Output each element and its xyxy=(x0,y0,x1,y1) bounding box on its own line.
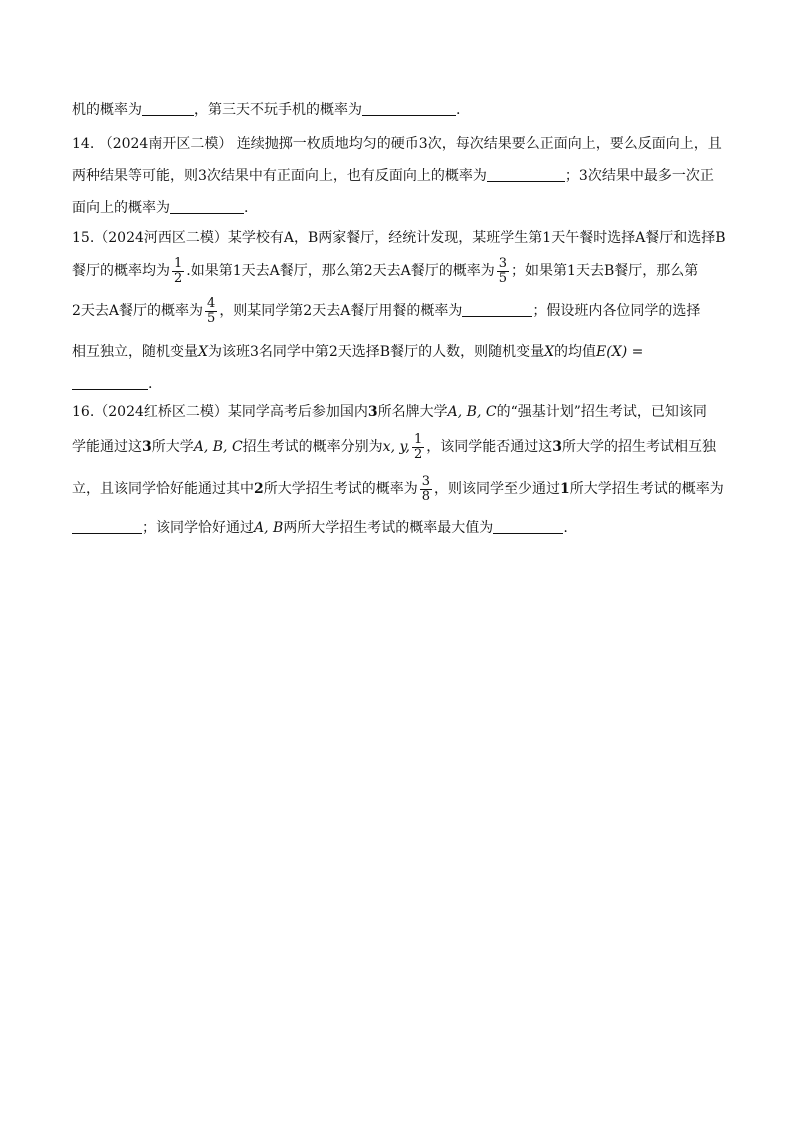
math-expr: x, y, xyxy=(382,439,410,455)
math-expr: A, B, C xyxy=(447,404,497,420)
q16-line-2 xyxy=(72,432,722,462)
q16-text: 所大学招生考试的概率为 xyxy=(263,481,418,497)
q16-text: 16.（2024红桥区二模）某同学高考后参加国内 xyxy=(72,404,368,420)
answer-blank xyxy=(493,519,563,534)
q16-text: 3 xyxy=(552,439,562,455)
q15-line-3 xyxy=(72,296,722,326)
q16-text: ，该同学能否通过这 xyxy=(426,439,553,455)
answer-blank xyxy=(462,302,532,317)
math-expr: E(X) = xyxy=(596,344,644,360)
math-expr: A, B, C xyxy=(193,439,243,455)
q15-text: ；假设班内各位同学的选择 xyxy=(532,303,701,319)
q14-line-2 xyxy=(72,166,722,186)
q16-text: 2 xyxy=(254,481,264,497)
q14-text: ；3次结果中最多一次正 xyxy=(564,168,714,184)
fraction: $\frac{3}{5}$ xyxy=(498,255,508,286)
q15-text: .如果第1天去A餐厅，那么第2天去A餐厅的概率为 xyxy=(186,263,495,279)
answer-blank xyxy=(362,101,456,116)
q16-text: 招生考试的概率分别为 xyxy=(242,439,383,455)
q14-text: 两种结果等可能，则3次结果中有正面向上，也有反面向上的概率为 xyxy=(72,168,487,184)
answer-blank xyxy=(72,375,148,390)
q16-line-3 xyxy=(72,474,722,504)
q16-line-1 xyxy=(72,402,722,422)
q15-line-4 xyxy=(72,342,722,362)
q14-text: 面向上的概率为 xyxy=(72,200,170,216)
q16-text: 立，且该同学恰好能通过其中 xyxy=(72,481,254,497)
q15-text: 餐厅的概率均为 xyxy=(72,263,170,279)
q15-text: 的均值 xyxy=(554,344,597,360)
q15-text: ，则某同学第2天去A餐厅用餐的概率为 xyxy=(219,303,463,319)
q14-line-1 xyxy=(72,134,722,154)
q14-text: . xyxy=(244,200,249,216)
math-expr: A, B xyxy=(254,520,284,536)
q16-text: 的“强基计划”招生考试，已知该同 xyxy=(496,404,707,420)
answer-blank xyxy=(72,519,142,534)
q16-text: 两所大学招生考试的概率最大值为 xyxy=(283,520,494,536)
q16-text: 3 xyxy=(367,404,378,420)
q16-text: 所大学招生考试的概率为 xyxy=(569,481,724,497)
q15-line-5 xyxy=(72,374,722,394)
answer-blank xyxy=(487,167,565,182)
q14-line-3 xyxy=(72,198,722,218)
q15-line-2 xyxy=(72,256,722,286)
q16-text: ；该同学恰好通过 xyxy=(142,520,254,536)
answer-blank xyxy=(142,101,194,116)
q16-text: . xyxy=(563,520,568,536)
math-var: X xyxy=(198,344,208,360)
fraction: $\frac{3}{8}$ xyxy=(421,473,431,504)
q15-line-1 xyxy=(72,228,726,248)
text: ，第三天不玩手机的概率为 xyxy=(194,102,362,118)
text: . xyxy=(456,102,461,118)
q15-text: 相互独立，随机变量 xyxy=(72,344,198,360)
q15-text: 15.（2024河西区二模）某学校有A，B两家餐厅，经统计发现，某班学生第1天午餐时选择A餐厅和选择B xyxy=(72,230,726,246)
math-var: X xyxy=(544,344,555,360)
fraction: $\frac{1}{2}$ xyxy=(413,431,423,462)
q15-text: . xyxy=(148,376,153,392)
q16-text: 1 xyxy=(560,481,570,497)
q16-text: 3 xyxy=(142,439,152,455)
fraction: $\frac{1}{2}$ xyxy=(174,255,183,286)
q16-line-4 xyxy=(72,518,722,538)
q16-text: 所名牌大学 xyxy=(377,404,448,420)
q14-text: 14. （2024南开区二模） 连续抛掷一枚质地均匀的硬币3次，每次结果要么正面向上，要么反面向上，且 xyxy=(72,136,722,152)
answer-blank xyxy=(170,199,244,214)
q15-text: 2天去A餐厅的概率为 xyxy=(72,303,204,319)
fraction: $\frac{4}{5}$ xyxy=(207,295,216,326)
q16-text: 所大学 xyxy=(151,439,194,455)
q15-text: 为该班3名同学中第2天选择B餐厅的人数，则随机变量 xyxy=(207,344,545,360)
q16-text: 所大学的招生考试相互独 xyxy=(562,439,716,455)
continuation-line xyxy=(72,100,722,120)
q16-text: ，则该同学至少通过 xyxy=(434,481,561,497)
q15-text: ；如果第1天去B餐厅，那么第 xyxy=(511,263,699,279)
q16-text: 学能通过这 xyxy=(72,439,142,455)
text: 机的概率为 xyxy=(72,102,142,118)
